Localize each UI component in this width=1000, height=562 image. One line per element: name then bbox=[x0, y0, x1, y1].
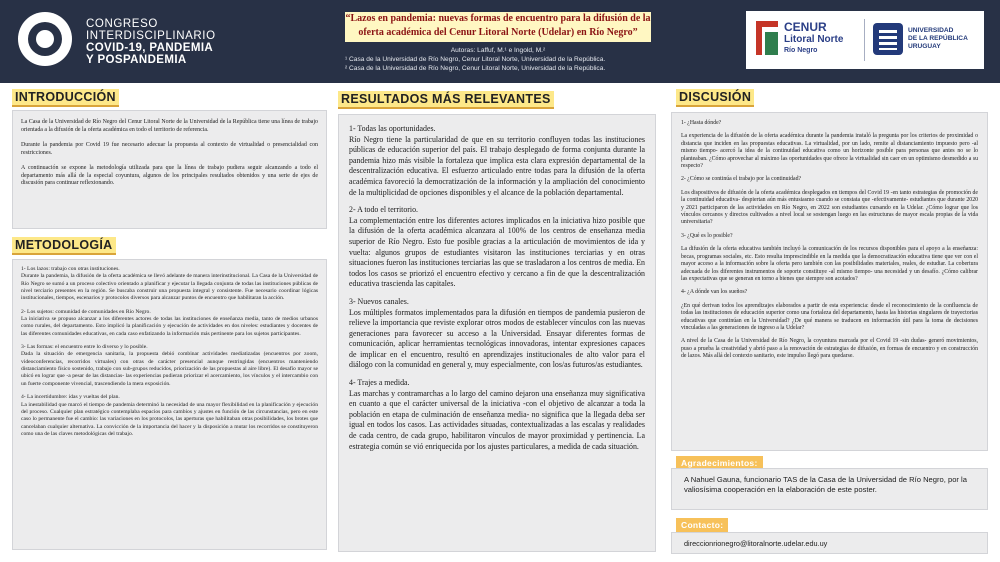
cenur-logo-text: CENUR Litoral Norte Río Negro bbox=[784, 20, 844, 54]
metodologia-heading: METODOLOGÍA bbox=[12, 237, 116, 255]
authors: Autoras: Laffuf, M.¹ e Ingold, M.² bbox=[450, 47, 546, 54]
congreso-name: CONGRESO INTERDISCIPLINARIO COVID-19, PANDEMIA Y POSPANDEMIA bbox=[86, 18, 216, 66]
affiliation-2: ² Casa de la Universidad de Río Negro, Cenur Litoral Norte, Universidad de la República. bbox=[345, 65, 606, 72]
introduccion-heading: INTRODUCCIÓN bbox=[12, 89, 119, 107]
resultados-heading: RESULTADOS MÁS RELEVANTES bbox=[338, 91, 554, 109]
contact-email[interactable]: direccionrionegro@litoralnorte.udelar.edu.uy bbox=[684, 539, 828, 548]
congreso-logo-icon bbox=[18, 12, 72, 66]
cenur-logo-icon bbox=[756, 21, 778, 55]
introduccion-section: La Casa de la Universidad de Río Negro del Cenur Litoral Norte de la Universidad de la República tiene una línea de trabajo orientada a la difusión de la oferta académica en todo el territorio de referencia. Durante la pandemia por Covid 19 fue necesario adecuar la propuesta al contexto de virtualidad o presencialidad con restricciones. A continuación se expone la metodología utilizada para que la línea de trabajo pudiera seguir alcanzando a todo el departamento más allá de la especial coyuntura, algunos de los principales resultados obtenidos y una serie de ejes de discusión para continuar reflexionando. bbox=[12, 110, 327, 229]
agradecimientos-heading: Agradecimientos: bbox=[676, 456, 763, 470]
poster-title: “Lazos en pandemia: nuevas formas de encuentro para la difusión de la oferta académica del Cenur Litoral Norte (Udelar) en Río Negro” bbox=[345, 12, 651, 42]
resultados-section: 1- Todas las oportunidades. Río Negro tiene la particularidad de que en su territorio confluyen todas las instituciones públicas de educación superior del país. El trabajo desplegado de forma conjunta durante la pandemia hizo más visible la fortaleza que implica esta clara expresión departamental de la descentralización educativa. El esfuerzo articulado entre todas para la difusión de la oferta académica favoreció la democratización de la información y la ampliación del conocimiento de la multiplicidad de opciones disponibles y el alcance de la población departamental. 2- A todo el territorio. La complementación entre los diferentes actores implicados en la iniciativa hizo posible que la difusión de la oferta académica alcanzara al 100% de los centros de enseñanza media superior de Río Negro. Esto fue posible gracias a la articulación de movimientos de ida y vuelta: algunos grupos de estudiantes visitaron las instituciones terciarias y en otras situaciones fueron las instituciones terciarias las que se trasladaron a los centros de media. En todos los casos se priorizó el encuentro efectivo y cercano a fin de que la descentralización educativa trascienda las capitales. 3- Nuevos canales. Los múltiples formatos implementados para la difusión en tiempos de pandemia pusieron de relieve la importancia que reviste explorar otros modos de establecer vínculos con las nuevas generaciones para favorecer su acceso a la Universidad. Ensayar diferentes formas de comunicación, aplicar herramientas tecnológicas innovadoras, intentar expresiones capaces de implicar en el encuentro, resultó en aprendizajes institucionales de alto valor para el diálogo con la comunidad en general y, muy especialmente, con los/as futuros/as estudiantes. 4- Trajes a medida. Las marchas y contramarchas a lo largo del camino dejaron una enseñanza muy significativa en cuanto a que el carácter universal de la iniciativa -con el objetivo de alcanzar a toda la población en etapa de culminación de enseñanza media- no significa que la llegada deba ser igual en todos los casos. Las actividades situadas, contextualizadas a las escalas y realidades de cada centro, de cada grupo, habilitaron vínculos de mayor proximidad y pertinencia. La estrategia común se vió enriquecida por los ajustes particulares, a medida de cada situación. bbox=[338, 114, 656, 552]
authors-block bbox=[345, 46, 651, 73]
discusion-section: 1- ¿Hasta dónde? La experiencia de la difusión de la oferta académica durante la pandemia instaló la pregunta por los criterios de proximidad o distancia que inciden en las propuestas educativas. La virtualidad, por un lado, remite al distanciamiento impuesto pero -al mismo tiempo- acercó la idea de la continuidad educativa como un horizonte posible para personas que antes no se lo planteaban. ¿Cómo aprovechar al máximo las oportunidades que ofrece la virtualidad sin caer en un optimismo desmedido a su respecto? 2- ¿Cómo se continúa el trabajo por la continuidad? Los dispositivos de difusión de la oferta académica desplegados en tiempos del Covid 19 -en tanto estrategias de promoción de la continuidad educativa- despiertan aún más entusiasmo cuando se constata que -efectivamente- estudiantes que durante 2020 y 2021 participaron de las actividades en Río Negro, en 2022 son estudiantes cursando en la Udelar. ¿Cómo lograr que los vínculos cercanos y directos cultivados a nivel local se sostengan luego en las estructuras de mayor escala propias de la vida universitaria? 3- ¿Qué es lo posible? La difusión de la oferta educativa también incluyó la comunicación de los recursos disponibles para el apoyo a la enseñanza: becas, programas sociales, etc. Esto resulta imprescindible en la medida que la democratización educativa tiene que ver con el mayor acceso a la información sobre la oferta pero también con las posibilidades materiales, reales, de estudiar. La cobertura adecuada de los diferentes instrumentos de soporte constituye -al mismo tiempo- una necesidad y un desafío. ¿Cómo calibrar las expectativas que se generan en torno a bienes que siempre son acotados? 4- ¿A dónde van los sueños? ¿En qué derivan todos los aprendizajes elaborados a partir de esta experiencia: desde el reconocimiento de la confluencia de todas las instituciones de educación superior como una fortaleza del departamento, hasta las historias singulares de trayectorias educativas que continúan en la Universidad? ¿De qué manera se traducen en información útil para la toma de decisiones vinculadas a las generaciones de ingreso a la Udelar? A nivel de la Casa de la Universidad de Río Negro, la coyuntura marcada por el Covid 19 -sin dudas- generó movimientos, puso a prueba la creatividad y abrió paso a la renovación de estrategias de difusión, en formas de encuentro y en construcción de lazos. Más allá del contexto sanitario, este impulso llegó para quedarse. bbox=[671, 112, 988, 451]
udelar-logo-icon bbox=[873, 23, 903, 55]
contacto-heading: Contacto: bbox=[676, 518, 728, 532]
discusion-heading: DISCUSIÓN bbox=[676, 89, 754, 107]
metodologia-section: 1- Los lazos: trabajo con otras instituciones. Durante la pandemia, la difusión de la oferta académica se llevó adelante de manera interinstitucional. La Casa de la Universidad de Río Negro se sumó a un proceso colectivo orientado a planificar y ejecutar la llegada conjunta de todas las instituciones públicas de nivel terciario presentes en la región. Se buscaba construir una propuesta integral y consistente. Fue necesario coordinar lógicas institucionales, tiempos, escenarios y protocolos diversos para alcanzar puntos de encuentro que habilitaran la acción. 2- Los sujetos: comunidad de comunidades en Río Negro. La iniciativa se propuso alcanzar a los diferentes actores de todas las instituciones de enseñanza media, tanto de medios urbanos como rurales, del departamento. Esto implicó la planificación y ejecución de actividades en dos niveles: estudiantes y docentes de las diferentes comunidades educativas, en cada caso enfatizando la información más pertinente para los sujetos participantes. 3- Las formas: el encuentro entre lo diverso y lo posible. Dada la situación de emergencia sanitaria, la propuesta debió combinar actividades mediatizadas (encuentros por zoom, videoconferencias, recorridos virtuales) con otras de carácter presencial aunque restringidas (encuentros manteniendo distanciamiento físico sostenido, trabajo con sub-grupos reducidos, priorización de las propuestas al aire libre). El desafío mayor se ubicó en lograr que -a pesar de las distancias- las experiencias pudieran priorizar el acercamiento, los vínculos y el intercambio con un fuerte componente vivencial, trascendiendo la mera exposición. 4- La incertidumbre: idas y vueltas del plan. La inestabilidad que marcó el tiempo de pandemia determinó la necesidad de una mayor flexibilidad en la planificación y ejecución del proceso. Cualquier plan estratégico contemplaba espacios para cambios y ajustes en función de las circunstancias, pero en este caso lo permanente fue el cambio: las variaciones en los protocolos, las aperturas que habilitaban otras posibilidades, los brotes que cancelaban cualquier alternativa. La convicción de la importancia del hacer y la disposición a mutar los recorridos se constituyeron como una de las claves metodológicas del trabajo. bbox=[12, 259, 327, 550]
institution-logos bbox=[746, 11, 984, 69]
agradecimientos-section: A Nahuel Gauna, funcionario TAS de la Casa de la Universidad de Río Negro, por la valiosísima cooperación en la elaboración de este poster. bbox=[671, 468, 988, 510]
udelar-logo-text: UNIVERSIDAD DE LA REPÚBLICA URUGUAY bbox=[908, 27, 968, 50]
contacto-section bbox=[671, 532, 988, 554]
poster-header bbox=[0, 0, 1000, 83]
affiliation-1: ¹ Casa de la Universidad de Río Negro, Cenur Litoral Norte, Universidad de la República. bbox=[345, 56, 606, 63]
logo-divider bbox=[864, 19, 865, 61]
